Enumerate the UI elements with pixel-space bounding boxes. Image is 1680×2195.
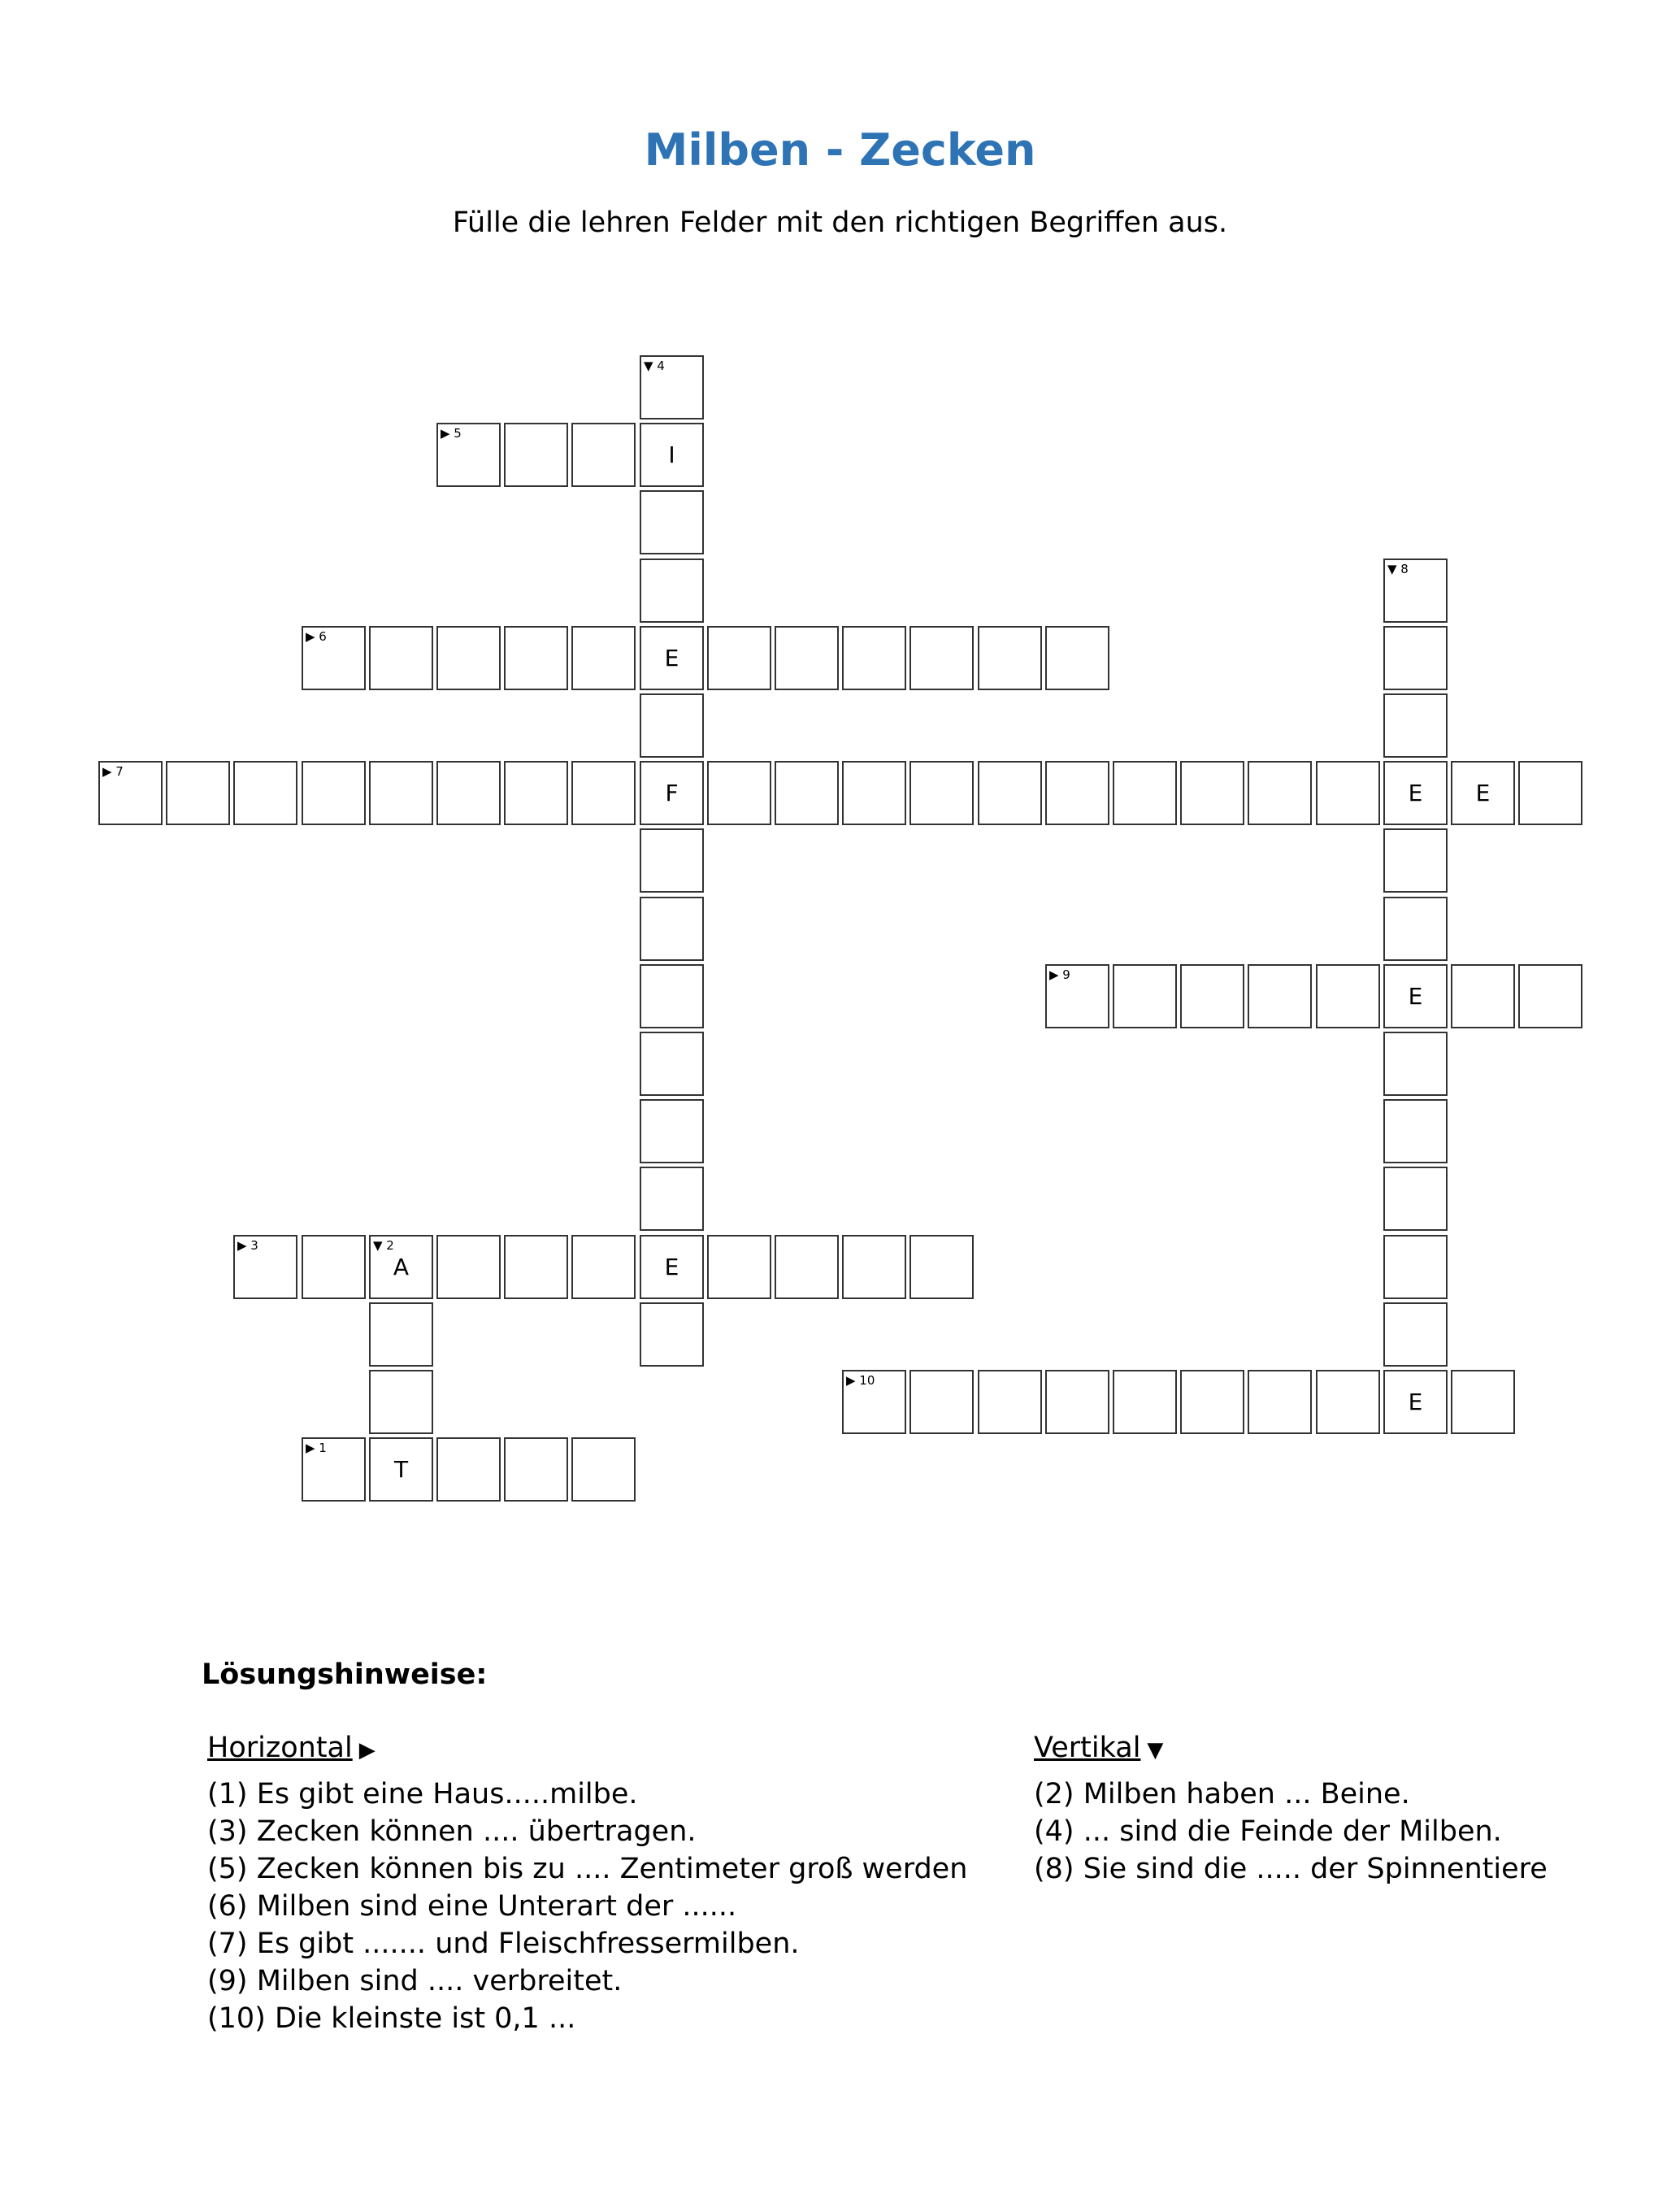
given-letter: I [668,441,675,468]
page-title: Milben - Zecken [644,124,1036,176]
crossword-cell[interactable] [1451,964,1515,1028]
crossword-cell[interactable] [1045,1370,1109,1434]
clue-across-1: (1) Es gibt eine Haus.....milbe. [207,1778,638,1810]
crossword-cell[interactable] [640,1032,704,1096]
crossword-cell[interactable] [1180,761,1244,825]
crossword-cell[interactable] [369,1235,433,1299]
clue-number: ▶ 10 [846,1373,875,1388]
given-letter: E [1408,983,1423,1010]
crossword-cell[interactable] [369,1370,433,1434]
crossword-cell[interactable] [233,761,297,825]
crossword-cell[interactable] [640,1302,704,1367]
crossword-cell[interactable] [369,626,433,690]
crossword-cell[interactable] [369,761,433,825]
clue-number: ▶ 7 [102,764,124,779]
crossword-cell[interactable] [640,355,704,419]
given-letter: E [664,1254,679,1280]
crossword-cell[interactable] [1383,1235,1448,1299]
clue-down-4: (4) ... sind die Feinde der Milben. [1034,1815,1502,1848]
clue-across-6: (6) Milben sind eine Unterart der ...... [207,1890,737,1923]
clue-across-5: (5) Zecken können bis zu .... Zentimeter groß werden [207,1853,968,1885]
crossword-cell[interactable] [640,761,704,825]
horizontal-heading [207,1728,1020,1771]
crossword-cell[interactable] [233,1235,297,1299]
crossword-cell[interactable] [166,761,230,825]
crossword-cell[interactable] [842,761,906,825]
crossword-cell[interactable] [842,626,906,690]
crossword-cell[interactable] [1383,1370,1448,1434]
crossword-cell[interactable] [1248,1370,1312,1434]
crossword-cell[interactable] [1180,1370,1244,1434]
given-letter: A [393,1254,410,1280]
crossword-cell[interactable] [640,1167,704,1231]
crossword-cell[interactable] [1316,1370,1380,1434]
clue-across-9: (9) Milben sind .... verbreitet. [207,1965,623,1997]
hints-heading: Lösungshinweise: [202,1658,488,1691]
crossword-cell[interactable] [98,761,163,825]
crossword-cell[interactable] [909,626,974,690]
crossword-cell[interactable] [302,1437,366,1502]
clue-number: ▶ 6 [306,629,327,644]
crossword-cell[interactable] [1518,761,1582,825]
crossword-cell[interactable] [1045,761,1109,825]
clue-number: ▼ 4 [644,359,665,373]
crossword-cell[interactable] [1518,964,1582,1028]
given-letter: E [1475,780,1491,806]
crossword-cell[interactable] [1383,828,1448,893]
crossword-cell[interactable] [1451,761,1515,825]
crossword-cell[interactable] [1383,1302,1448,1367]
crossword-cell[interactable] [909,1235,974,1299]
crossword-cell[interactable] [1045,964,1109,1028]
crossword-cell[interactable] [436,1437,501,1502]
crossword-cell[interactable] [978,1370,1042,1434]
clue-across-3: (3) Zecken können .... übertragen. [207,1815,697,1848]
clue-down-2: (2) Milben haben ... Beine. [1034,1778,1410,1810]
crossword-cell[interactable] [302,1235,366,1299]
clue-number: ▼ 8 [1387,562,1409,576]
crossword-cell[interactable] [571,1235,636,1299]
crossword-cell[interactable] [842,1235,906,1299]
crossword-cell[interactable] [302,761,366,825]
crossword-cell[interactable] [1383,1032,1448,1096]
crossword-cell[interactable] [640,1235,704,1299]
crossword-cell[interactable] [1383,761,1448,825]
given-letter: T [393,1456,409,1483]
crossword-cell[interactable] [369,1302,433,1367]
crossword-cell[interactable] [571,626,636,690]
crossword-cell[interactable] [707,626,771,690]
crossword-cell[interactable] [436,761,501,825]
crossword-cell[interactable] [1045,626,1109,690]
crossword-cell[interactable] [775,761,839,825]
vertical-heading [1034,1728,1652,1771]
given-letter: F [665,780,679,806]
crossword-cell[interactable] [436,423,501,487]
down-arrow-icon: ▼ [1147,1738,1164,1763]
crossword-cell[interactable] [571,1437,636,1502]
crossword-cell[interactable] [571,423,636,487]
crossword-cell[interactable] [640,828,704,893]
crossword-cell[interactable] [909,761,974,825]
crossword-cell[interactable] [640,964,704,1028]
crossword-cell[interactable] [909,1370,974,1434]
crossword-cell[interactable] [1113,1370,1177,1434]
clue-down-8: (8) Sie sind die ..... der Spinnentiere [1034,1853,1548,1885]
crossword-cell[interactable] [1383,897,1448,961]
given-letter: E [664,645,679,672]
clue-number: ▶ 5 [441,426,462,441]
crossword-cell[interactable] [1113,964,1177,1028]
crossword-cell[interactable] [1383,559,1448,623]
crossword-cell[interactable] [436,626,501,690]
crossword-cell[interactable] [1113,761,1177,825]
crossword-cell[interactable] [504,626,568,690]
crossword-cell[interactable] [436,1235,501,1299]
crossword-cell[interactable] [1383,693,1448,758]
instructions-text: Fülle die lehren Felder mit den richtigen Begriffen aus. [452,206,1228,239]
crossword-cell[interactable] [775,626,839,690]
crossword-cell[interactable] [1248,761,1312,825]
crossword-cell[interactable] [640,626,704,690]
crossword-cell[interactable] [504,423,568,487]
clue-across-7: (7) Es gibt ....... und Fleischfressermilben. [207,1928,800,1960]
crossword-cell[interactable] [369,1437,433,1502]
crossword-cell[interactable] [1248,964,1312,1028]
crossword-cell[interactable] [842,1370,906,1434]
crossword-cell[interactable] [640,693,704,758]
crossword-cell[interactable] [775,1235,839,1299]
crossword-cell[interactable] [1316,761,1380,825]
given-letter: E [1408,780,1423,806]
crossword-cell[interactable] [978,761,1042,825]
crossword-cell[interactable] [1383,1099,1448,1163]
horizontal-heading-label: Horizontal [207,1732,353,1764]
right-arrow-icon: ▶ [358,1738,376,1763]
vertical-clues [1034,1728,1652,1888]
crossword-cell[interactable] [640,1099,704,1163]
crossword-cell[interactable] [1383,626,1448,690]
crossword-cell[interactable] [707,1235,771,1299]
crossword-cell[interactable] [302,626,366,690]
vertical-heading-label: Vertikal [1034,1732,1141,1764]
crossword-cell[interactable] [504,761,568,825]
crossword-cell[interactable] [1180,964,1244,1028]
clue-number: ▶ 3 [237,1238,258,1253]
crossword-cell[interactable] [1383,964,1448,1028]
crossword-cell[interactable] [504,1235,568,1299]
clue-across-10: (10) Die kleinste ist 0,1 ... [207,2002,576,2035]
crossword-cell[interactable] [1316,964,1380,1028]
crossword-cell[interactable] [640,490,704,554]
crossword-cell[interactable] [707,761,771,825]
crossword-cell[interactable] [978,626,1042,690]
horizontal-clues [207,1728,1020,2037]
crossword-cell[interactable] [1383,1167,1448,1231]
crossword-cell[interactable] [640,423,704,487]
clue-number: ▼ 2 [373,1238,394,1253]
given-letter: E [1408,1389,1423,1415]
crossword-cell[interactable] [504,1437,568,1502]
crossword-cell[interactable] [1451,1370,1515,1434]
clue-number: ▶ 1 [306,1441,327,1455]
crossword-cell[interactable] [640,559,704,623]
clue-number: ▶ 9 [1049,967,1070,982]
crossword-cell[interactable] [640,897,704,961]
crossword-cell[interactable] [571,761,636,825]
